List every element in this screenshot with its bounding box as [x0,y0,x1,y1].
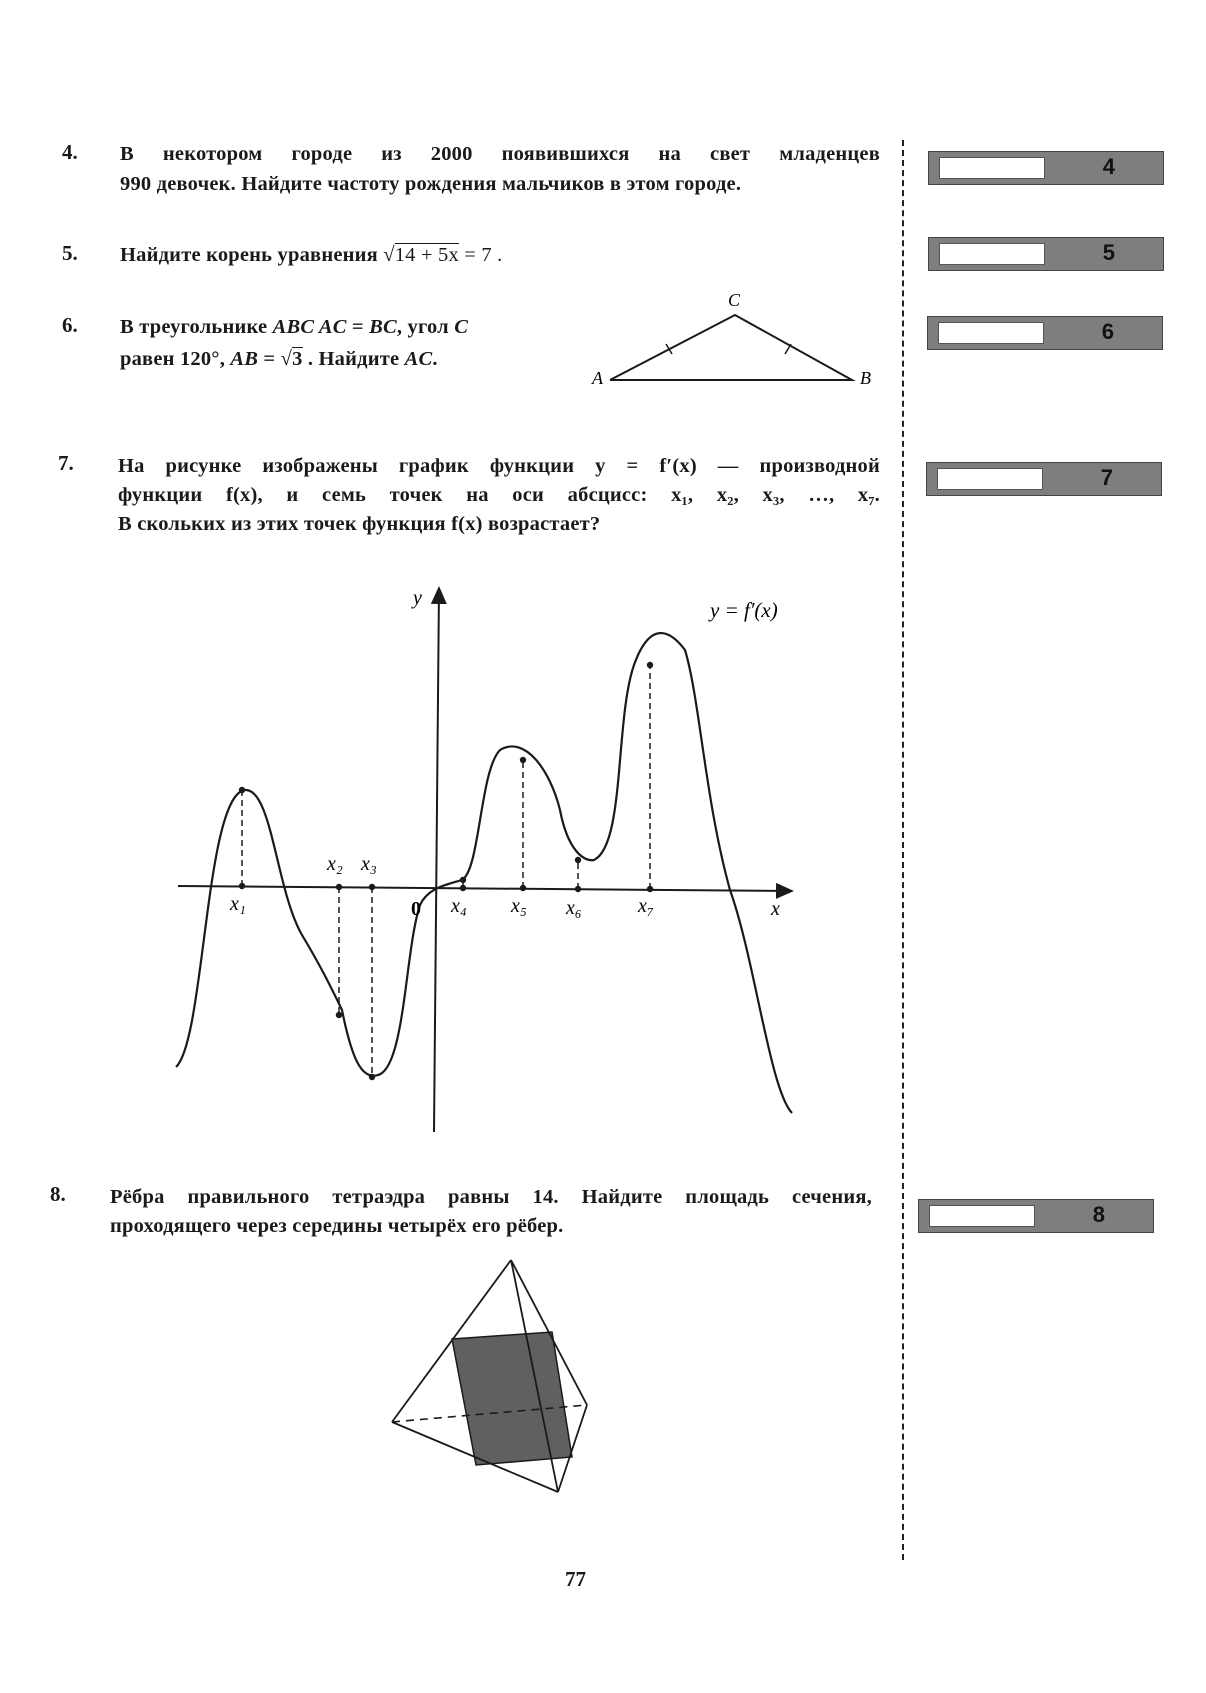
vertex-b-label: B [860,368,871,388]
p6-bc: BC [369,316,397,338]
axis-point-x1 [239,883,245,889]
problem-5-radicand: 14 + 5x [394,244,459,266]
axis-point-x3 [369,884,375,890]
curve-point-x3 [369,1074,375,1080]
tetrahedron-figure [380,1255,600,1500]
p6-c: C [454,316,469,338]
axis-point-x4 [460,885,466,891]
problem-4-line1: В некотором городе из 2000 появившихся на свет младенцев [120,143,880,165]
answer-label-4: 4 [1102,154,1115,179]
problem-4-line2: 990 девочек. Найдите частоту рождения мальчиков в этом городе. [120,173,742,195]
cut-line [902,140,904,1560]
p6-radicand: 3 [292,348,303,370]
derivative-curve [176,633,792,1113]
p6-dot: . [432,348,438,370]
answer-box-8[interactable] [918,1199,1154,1233]
curve-point-x7 [647,662,653,668]
p6-ac: AC [404,348,433,370]
p6-angle: , угол [396,316,455,338]
answer-label-6: 6 [1101,319,1114,344]
problem-5-text-after: = 7 . [458,244,503,266]
answer-label-8: 8 [1092,1202,1105,1227]
section-square [452,1332,572,1465]
sqrt-sign: √ [383,244,395,266]
page-number: 77 [565,1567,586,1591]
vertex-a-label: A [592,368,603,388]
y-axis [434,588,439,1132]
sqrt-sign-2: √ [280,348,293,370]
x-axis [178,886,792,891]
problem-7-number: 7. [58,451,74,475]
p6-text-b: равен 120°, [120,348,231,370]
p6-ab: AB [230,348,259,370]
axis-point-x6 [575,886,581,892]
p6-text-c: . Найдите [302,348,405,370]
curve-point-x1 [239,787,245,793]
function-label: y = f′(x) [710,598,778,622]
problem-7-line1: На рисунке изображены график функции y = f′(x) — производной [118,455,880,477]
x-axis-label: x [771,898,780,920]
axis-point-x7 [647,886,653,892]
point-label-x1: x₁ [230,893,246,915]
curve-point-x5 [520,757,526,763]
answer-label-7: 7 [1100,465,1113,490]
point-label-x3: x₃ [361,853,377,875]
origin-label: 0 [411,898,421,920]
p6-eq: = [346,316,370,338]
p6-eq2: = [258,348,281,370]
answer-label-5: 5 [1102,240,1115,265]
point-label-x2: x₂ [327,853,343,875]
problem-4-number: 4. [62,140,78,164]
curve-point-x2 [336,1012,342,1018]
problem-6-number: 6. [62,313,78,337]
y-axis-label: y [413,587,422,609]
point-label-x4: x₄ [451,895,467,917]
answer-field-8[interactable] [929,1205,1035,1227]
problem-8-number: 8. [50,1182,66,1206]
p6-abc-ac: ABC AC [272,316,347,338]
problem-7-line3: В скольких из этих точек функция f(x) возрастает? [118,513,601,535]
axis-point-x5 [520,885,526,891]
problem-5-number: 5. [62,241,78,265]
problem-8-line1: Рёбра правильного тетраэдра равны 14. Найдите площадь сечения, [110,1186,872,1208]
vertex-c-label: C [728,290,741,310]
problem-7-line2: функции f(x), и семь точек на оси абсцисс: x₁, x₂, x₃, …, x₇. [118,484,880,506]
point-label-x7: x₇ [638,895,654,917]
point-label-x6: x₆ [566,897,582,919]
problem-5-text-before: Найдите корень уравнения [120,244,384,266]
curve-point-x6 [575,857,581,863]
axis-point-x2 [336,884,342,890]
problem-8-line2: проходящего через середины четырёх его рёбер. [110,1215,564,1237]
curve-point-x4 [460,877,466,883]
point-label-x5: x₅ [511,895,527,917]
p6-text-a: В треугольнике [120,316,273,338]
